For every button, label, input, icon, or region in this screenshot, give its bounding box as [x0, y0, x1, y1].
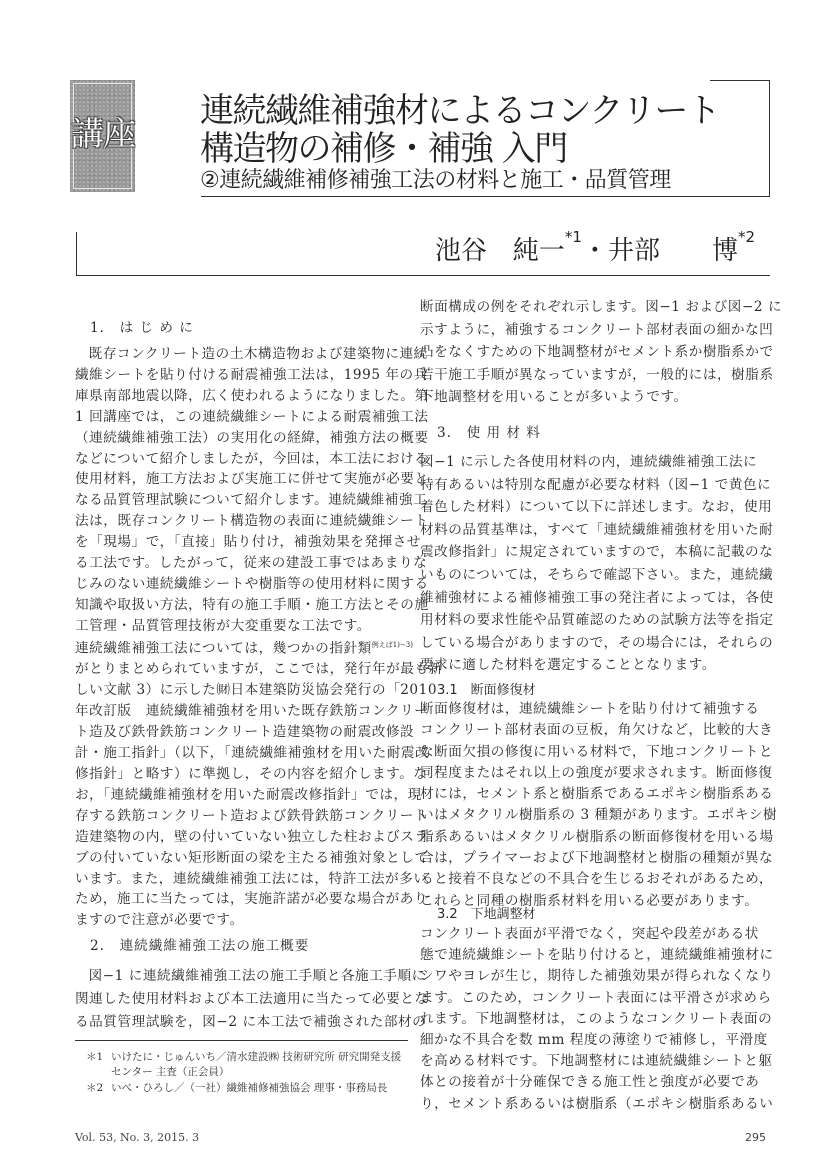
paragraph-line: 断面修復材は，連続繊維シートを貼り付けて補強する — [420, 701, 760, 717]
author-2: 井部 博 — [607, 236, 738, 266]
author-2-mark: *2 — [737, 228, 755, 246]
reference-mark: 例えば1)−3) — [371, 641, 413, 649]
paragraph-line: しい文献 3）に示した㈶日本建築防災協会発行の「2010 — [75, 682, 438, 699]
paragraph-line: る工法です。したがって，従来の建設工事ではあまりな — [75, 555, 428, 572]
paragraph-line: じみのない連続繊維シートや樹脂等の使用材料に関する — [75, 575, 429, 592]
paragraph-line: シワやヨレが生じ，期待した補強効果が得られなくなり — [420, 968, 774, 985]
author-frame-bottom — [76, 275, 770, 276]
paragraph-line: 法は，既存コンクリート構造物の表面に連続繊維シート — [75, 513, 429, 530]
volume-info: Vol. 53, No. 3, 2015. 3 — [75, 1131, 200, 1144]
paragraph-line: 関連した使用材料および本工法適用に当たって必要とな — [75, 991, 429, 1007]
section-heading-1: 1. は じ め に — [90, 320, 194, 336]
paragraph — [420, 699, 777, 912]
title-frame-bottom — [201, 196, 770, 197]
paragraph-line: 使用材料，施工方法および実施工に併せて実施が必要と — [75, 471, 429, 488]
paragraph-line: 既存コンクリート造の土木構造物および建築物に連続 — [88, 346, 428, 362]
title-line-2: 構造物の補修・補強 入門 — [200, 129, 567, 169]
paragraph-line: 維補強材による補修補強工事の発注者によっては，各使 — [420, 589, 774, 606]
paragraph-line: 断面構成の例をそれぞれ示します。図−1 および図−2 に — [420, 299, 783, 315]
paragraph-line: お，「連続繊維補強材を用いた耐震改修指針」では，現 — [75, 786, 422, 803]
paragraph-line: ます。このため，コンクリート表面には平滑さが求めら — [420, 989, 772, 1006]
paragraph-line: いはメタクリル樹脂系の 3 種類があります。エポキシ樹 — [420, 807, 778, 824]
paragraph-line: 同程度またはそれ以上の強度が要求されます。断面修復 — [420, 764, 773, 781]
paragraph-line: コンクリート部材表面の豆板，角欠けなど，比較的大き — [420, 722, 774, 739]
paragraph-line: なる品質管理試験について紹介します。連続繊維補強工 — [75, 492, 428, 509]
section-heading-2: 2. 連続繊維補強工法の施工概要 — [90, 938, 310, 954]
paragraph-line: 体との接着が十分確保できる施工性と強度が必要であ — [420, 1074, 760, 1091]
paragraph-line: な断面欠損の修復に用いる材料で，下地コンクリートと — [420, 743, 774, 760]
paragraph-line: ト造及び鉄骨鉄筋コンクリート造建築物の耐震改修設 — [75, 724, 415, 741]
paragraph — [75, 344, 429, 637]
paragraph-line: いものについては，そちらで確認下さい。また，連続繊 — [420, 566, 774, 583]
paragraph-line: 細かな不具合を数 mm 程度の薄塗りで補修し，平滑度 — [420, 1032, 768, 1049]
paragraph-line: コンクリート表面が平滑でなく，突起や段差がある状 — [420, 926, 759, 942]
paragraph-line: がとりまとめられていますが，ここでは，発行年が最も新 — [75, 661, 443, 678]
paragraph-line: ますので注意が必要です。 — [75, 912, 244, 929]
paragraph-line: 庫県南部地震以降，広く使われるようになりました。第 — [75, 387, 429, 404]
footnote-mark: ＊2 — [86, 1082, 104, 1094]
page-number: 295 — [745, 1131, 766, 1144]
paragraph-line: 特有あるいは特別な配慮が必要な材料（図−1 で黄色に — [420, 476, 772, 493]
paragraph-line: 若干施工手順が異なっていますが，一般的には，樹脂系 — [420, 366, 774, 383]
paragraph-line: 繊維シートを貼り付ける耐震補強工法は，1995 年の兵 — [75, 366, 428, 383]
paragraph-line: （連続繊維補強工法）の実用化の経緯，補強方法の概要 — [75, 429, 429, 446]
subsection-heading-3-2: 3.2 下地調整材 — [437, 907, 536, 922]
paragraph-line: 着色した材料）について以下に詳述します。なお，使用 — [420, 499, 773, 516]
title-frame-top — [710, 80, 770, 81]
paragraph-line: 態で連続繊維シートを貼り付けると，連続繊維補強材に — [420, 947, 774, 964]
author-separator: ・ — [581, 236, 608, 266]
paragraph-line: れます。下地調整材は，このようなコンクリート表面の — [420, 1010, 773, 1027]
paragraph-line: 知識や取扱い方法，特有の施工手順・施工方法とその施 — [75, 596, 429, 613]
paragraph — [75, 635, 443, 931]
paragraph-line: 図−1 に連続繊維補強工法の施工手順と各施工手順に — [88, 968, 426, 984]
subsection-heading-3-1: 3.1 断面修復材 — [437, 683, 536, 698]
author-1-mark: *1 — [564, 228, 582, 246]
paragraph — [75, 965, 429, 1034]
authors — [435, 230, 755, 267]
paragraph-line: 震改修指針」に規定されていますので，本稿に記載のな — [420, 544, 774, 561]
subtitle: ②連続繊維補修補強工法の材料と施工・品質管理 — [200, 168, 671, 193]
series-label: 講座 — [71, 114, 135, 153]
footnote-text: いべ・ひろし／（一社）繊維補修補強協会 理事・事務局長 — [111, 1082, 388, 1094]
paragraph-line: 脂系あるいはメタクリル樹脂系の断面修復材を用いる場 — [420, 828, 774, 845]
paragraph-line: 下地調整材を用いることが多いようです。 — [420, 389, 688, 406]
paragraph-line: 合は，プライマーおよび下地調整材と樹脂の種類が異な — [420, 850, 774, 867]
paragraph-line: 計・施工指針」（以下，「連続繊維補強材を用いた耐震改 — [75, 745, 430, 762]
paragraph-line: などについて紹介しましたが，今回は，本工法における — [75, 450, 429, 467]
title-frame-right — [769, 80, 770, 197]
line-text: 連続繊維補強工法については，幾つかの指針類 — [75, 640, 372, 657]
paragraph-line: 修指針」と略す）に準拠し，その内容を紹介します。な — [75, 765, 428, 782]
paragraph-line: 存する鉄筋コンクリート造および鉄骨鉄筋コンクリート — [75, 807, 429, 824]
paragraph-line: 材料の品質基準は，すべて「連続繊維補強材を用いた耐 — [420, 521, 774, 538]
footnote-rule — [75, 1040, 408, 1041]
paragraph-line: 材には，セメント系と樹脂系であるエポキシ樹脂系ある — [420, 786, 774, 803]
paragraph-line: 示すように，補強するコンクリート部材表面の細かな凹 — [420, 321, 774, 338]
paragraph-line: を高める材料です。下地調整材には連続繊維シートと躯 — [420, 1053, 773, 1070]
series-badge — [70, 80, 135, 192]
title-line-1: 連続繊維補強材によるコンクリート — [200, 91, 720, 131]
paragraph-line: している場合がありますので，その場合には，それらの — [420, 634, 774, 651]
footnote-text: センター 主査（正会員） — [111, 1066, 230, 1078]
footnote-mark: ＊1 — [86, 1051, 104, 1063]
paragraph-line: ブの付いていない矩形断面の梁を主たる補強対象として — [75, 849, 429, 866]
paragraph — [420, 296, 782, 409]
paragraph-line: 要求に適した材料を選定することとなります。 — [420, 657, 716, 674]
paragraph-line: を「現場」で，「直接」貼り付け，補強効果を発揮させ — [75, 534, 421, 551]
paragraph-line: 図−1 に示した各使用材料の内，連続繊維補強工法に — [420, 454, 758, 470]
author-1: 池谷 純一 — [434, 236, 565, 266]
paragraph-line: ため，施工に当たっては，実施許諾が必要な場合があり — [75, 891, 429, 908]
section-heading-3: 3. 使 用 材 料 — [437, 425, 541, 441]
paragraph-line: います。また，連続繊維補強工法には，特許工法が多い — [75, 870, 428, 887]
paragraph — [420, 451, 774, 677]
footnote-text: いけたに・じゅんいち／清水建設㈱ 技術研究所 研究開発支援 — [111, 1051, 402, 1063]
paragraph-line: 凸をなくすための下地調整材がセメント系か樹脂系かで — [420, 344, 774, 361]
paragraph-line: 用材料の要求性能や品質確認のための試験方法等を指定 — [420, 612, 774, 629]
paragraph-line: 年改訂版 連続繊維補強材を用いた既存鉄筋コンクリー — [75, 703, 429, 720]
paragraph-line: る品質管理試験を，図−2 に本工法で補強された部材の — [75, 1014, 427, 1030]
author-frame-left — [76, 232, 77, 276]
paragraph-line: 1 回講座では，この連続繊維シートによる耐震補強工法 — [75, 408, 429, 425]
paragraph-line: 造建築物の内，壁の付いていない独立した柱およびスラ — [75, 828, 429, 845]
paragraph-line: 工管理・品質管理技術が大変重要な工法です。 — [75, 617, 371, 634]
paragraph-line: これらと同種の樹脂系材料を用いる必要があります。 — [420, 892, 759, 909]
paragraph-line — [75, 635, 443, 659]
paragraph-line: ると接着不良などの不具合を生じるおそれがあるため， — [420, 871, 774, 888]
paragraph-line: り，セメント系あるいは樹脂系（エポキシ樹脂系あるい — [420, 1095, 774, 1112]
paragraph — [420, 924, 774, 1115]
paragraph-lines — [75, 659, 443, 931]
